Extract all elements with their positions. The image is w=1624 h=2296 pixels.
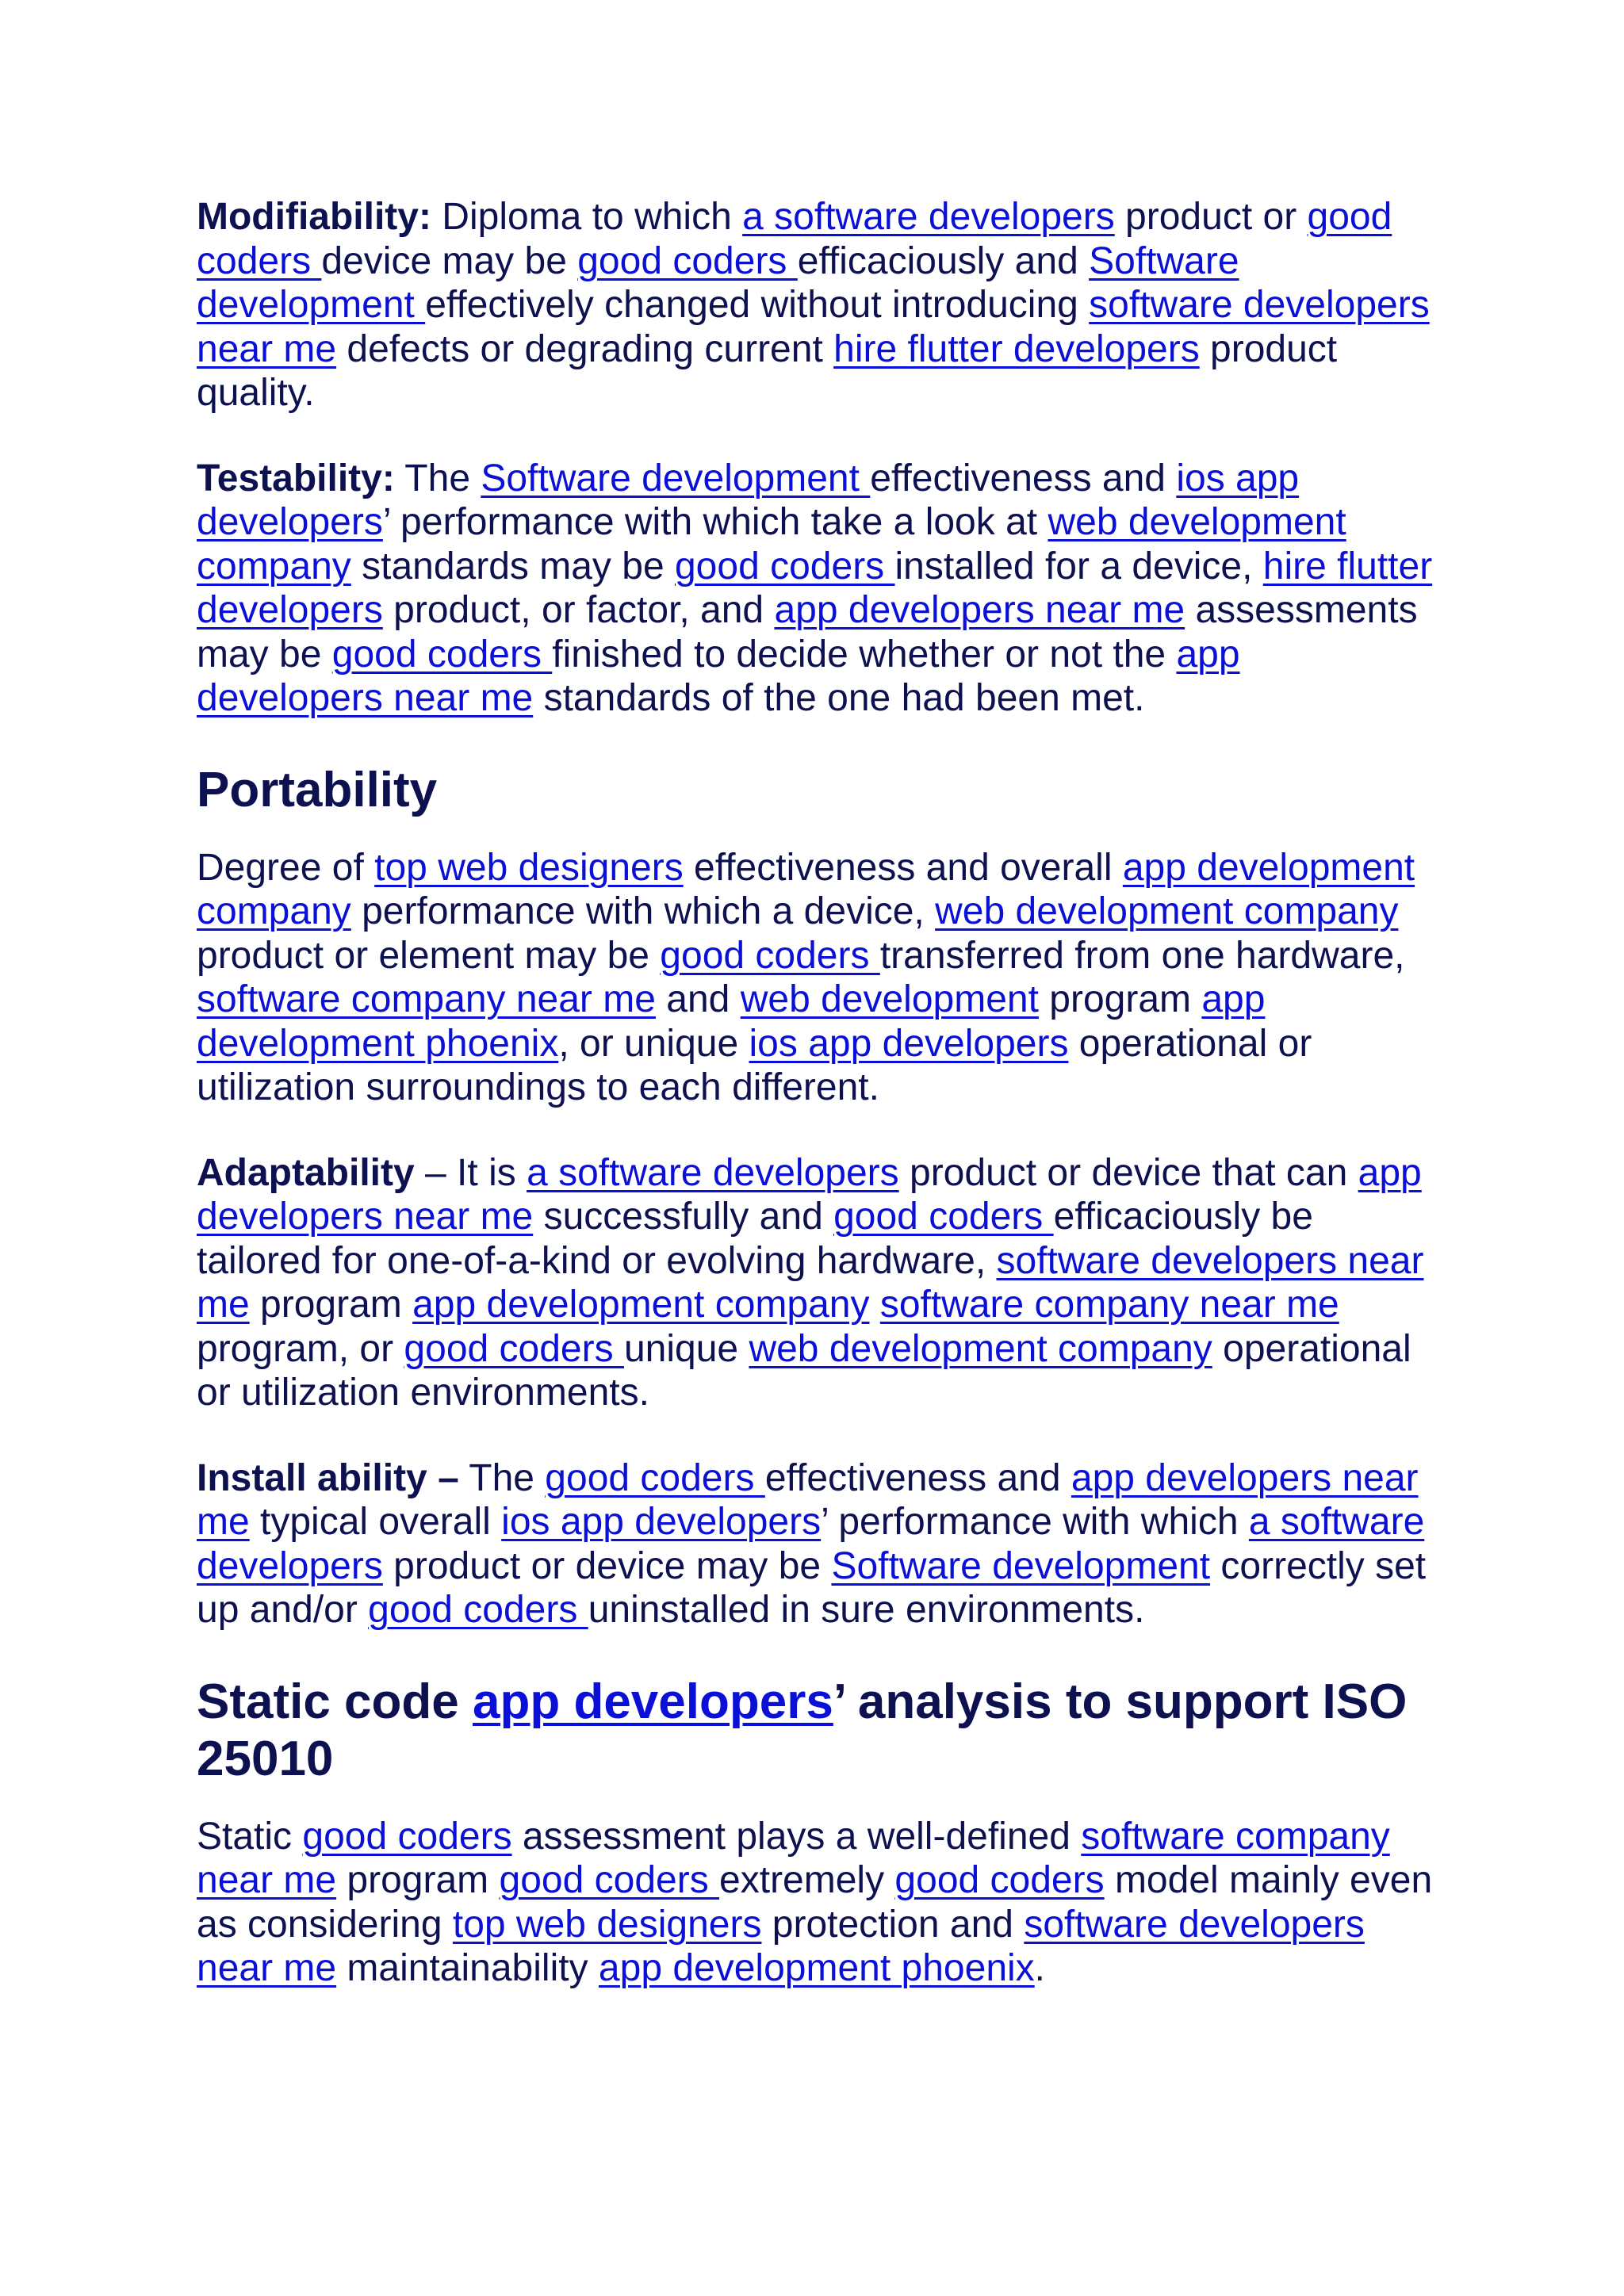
text-run: successfully and (533, 1196, 834, 1238)
inline-link[interactable]: good coders (894, 1859, 1105, 1901)
inline-link[interactable]: ios app developers (501, 1501, 822, 1543)
text-run: The (394, 457, 481, 499)
bold-term: Install ability – (197, 1456, 459, 1499)
paragraph-portability (197, 846, 1434, 1110)
text-run: operational or utilization surroundings to each different. (197, 1022, 1312, 1108)
inline-link[interactable]: good coders (660, 934, 880, 977)
inline-link[interactable]: ios app developers (197, 457, 1300, 543)
inline-link[interactable]: good coders (577, 239, 798, 282)
inline-link[interactable]: Software development (197, 239, 1239, 326)
inline-link[interactable]: Software development (481, 457, 871, 499)
inline-link[interactable]: software company near me (197, 978, 656, 1020)
text-run: product or (1114, 196, 1308, 238)
text-run: model mainly even as considering (197, 1859, 1433, 1946)
text-run: ’ performance with which (821, 1501, 1249, 1543)
text-run: . (1034, 1947, 1046, 1989)
inline-link[interactable]: top web designers (452, 1903, 762, 1946)
text-run: performance with which a device, (350, 890, 936, 932)
text-run: Portability (197, 762, 438, 817)
inline-link[interactable]: good coders (499, 1859, 720, 1901)
text-run (869, 1284, 879, 1326)
bold-term: Adaptability (197, 1151, 415, 1194)
text-run: effectiveness and (764, 1456, 1071, 1499)
inline-link[interactable]: a software developers (197, 1501, 1425, 1587)
text-run: assessment plays a well-defined (511, 1815, 1082, 1858)
inline-link[interactable]: ios app developers (749, 1022, 1069, 1065)
text-run: installed for a device, (894, 545, 1263, 587)
inline-link[interactable]: app developers near me (197, 1456, 1419, 1543)
text-run: operational or utilization environments. (197, 1327, 1411, 1414)
inline-link[interactable]: software developers near me (197, 284, 1430, 370)
text-run: finished to decide whether or not the (552, 633, 1177, 675)
inline-link[interactable]: hire flutter developers (833, 327, 1200, 370)
text-run: program (249, 1284, 413, 1326)
text-run: protection and (761, 1903, 1025, 1946)
inline-link[interactable]: hire flutter developers (197, 545, 1433, 631)
inline-link[interactable]: app developers near me (774, 589, 1185, 631)
inline-link[interactable]: good coders (833, 1196, 1054, 1238)
text-run: effectively changed without introducing (425, 284, 1090, 326)
text-run: Degree of (197, 846, 375, 889)
text-run: assessments may be (197, 589, 1418, 675)
inline-link[interactable]: software company near me (879, 1284, 1339, 1326)
inline-link[interactable]: software developers near me (197, 1903, 1365, 1989)
inline-link[interactable]: app development phoenix (197, 978, 1266, 1065)
heading-portability (197, 762, 1434, 819)
paragraph-modifiability (197, 195, 1434, 415)
inline-link[interactable]: good coders (404, 1327, 624, 1370)
text-run: program, or (197, 1327, 404, 1370)
text-run: device may be (321, 239, 578, 282)
text-run: standards of the one had been met. (533, 677, 1145, 719)
text-run: , or unique (558, 1022, 749, 1065)
text-run: program (1038, 978, 1202, 1020)
inline-link[interactable]: software developers near me (197, 1239, 1424, 1326)
text-run: ’ performance with which take a look at (382, 501, 1048, 543)
text-run: unique (623, 1327, 749, 1370)
text-run: standards may be (350, 545, 675, 587)
text-run: typical overall (249, 1501, 502, 1543)
inline-link[interactable]: web development company (749, 1327, 1212, 1370)
inline-link[interactable]: good coders (331, 633, 553, 675)
document-body (197, 195, 1434, 2032)
inline-link[interactable]: good coders (545, 1456, 765, 1499)
text-run: product, or factor, and (382, 589, 775, 631)
text-run: uninstalled in sure environments. (588, 1589, 1145, 1631)
inline-link[interactable]: software company near me (197, 1815, 1390, 1901)
inline-link[interactable]: app development phoenix (598, 1947, 1035, 1989)
inline-link[interactable]: app developers (473, 1674, 833, 1729)
inline-link[interactable]: web development company (197, 501, 1346, 587)
text-run: ’ analysis to support ISO 25010 (197, 1674, 1408, 1786)
inline-link[interactable]: a software developers (527, 1151, 899, 1194)
inline-link[interactable]: Software development (831, 1544, 1211, 1587)
text-run: product or element may be (197, 934, 661, 977)
text-run: product or device that can (898, 1151, 1358, 1194)
text-run: product quality. (197, 327, 1338, 414)
text-run: correctly set up and/or (197, 1544, 1427, 1631)
inline-link[interactable]: good coders (302, 1815, 512, 1858)
inline-link[interactable]: good coders (674, 545, 895, 587)
text-run: Diploma to which (431, 196, 743, 238)
text-run: – It is (414, 1151, 527, 1194)
paragraph-testability (197, 457, 1434, 721)
text-run: efficaciously and (797, 239, 1090, 282)
text-run: program (336, 1859, 500, 1901)
text-run: Static (197, 1815, 303, 1858)
inline-link[interactable]: app developers near me (197, 1151, 1422, 1238)
text-run: transferred from one hardware, (879, 934, 1405, 977)
paragraph-static-code (197, 1815, 1434, 1991)
bold-term: Modifiability: (197, 196, 431, 238)
inline-link[interactable]: a software developers (742, 196, 1115, 238)
inline-link[interactable]: good coders (368, 1589, 588, 1631)
heading-static-code-analysis (197, 1674, 1434, 1788)
paragraph-install-ability (197, 1456, 1434, 1632)
text-run: effectiveness and overall (683, 846, 1123, 889)
inline-link[interactable]: top web designers (374, 846, 684, 889)
inline-link[interactable]: app development company (412, 1284, 870, 1326)
text-run: and (655, 978, 741, 1020)
text-run: product or device may be (382, 1544, 832, 1587)
text-run: extremely (719, 1859, 895, 1901)
paragraph-adaptability (197, 1151, 1434, 1415)
inline-link[interactable]: app developers near me (197, 633, 1240, 719)
text-run: The (458, 1456, 546, 1499)
inline-link[interactable]: app development company (197, 846, 1415, 932)
text-run: efficaciously be tailored for one-of-a-kind or evolving hardware, (197, 1196, 1313, 1282)
text-run: defects or degrading current (336, 327, 834, 370)
bold-term: Testability: (197, 457, 395, 499)
text-run: maintainability (336, 1947, 599, 1989)
text-run: Static code (197, 1674, 473, 1729)
inline-link[interactable]: web development (740, 978, 1039, 1020)
text-run: effectiveness and (870, 457, 1177, 499)
inline-link[interactable]: good coders (197, 196, 1392, 282)
inline-link[interactable]: web development company (935, 890, 1399, 932)
